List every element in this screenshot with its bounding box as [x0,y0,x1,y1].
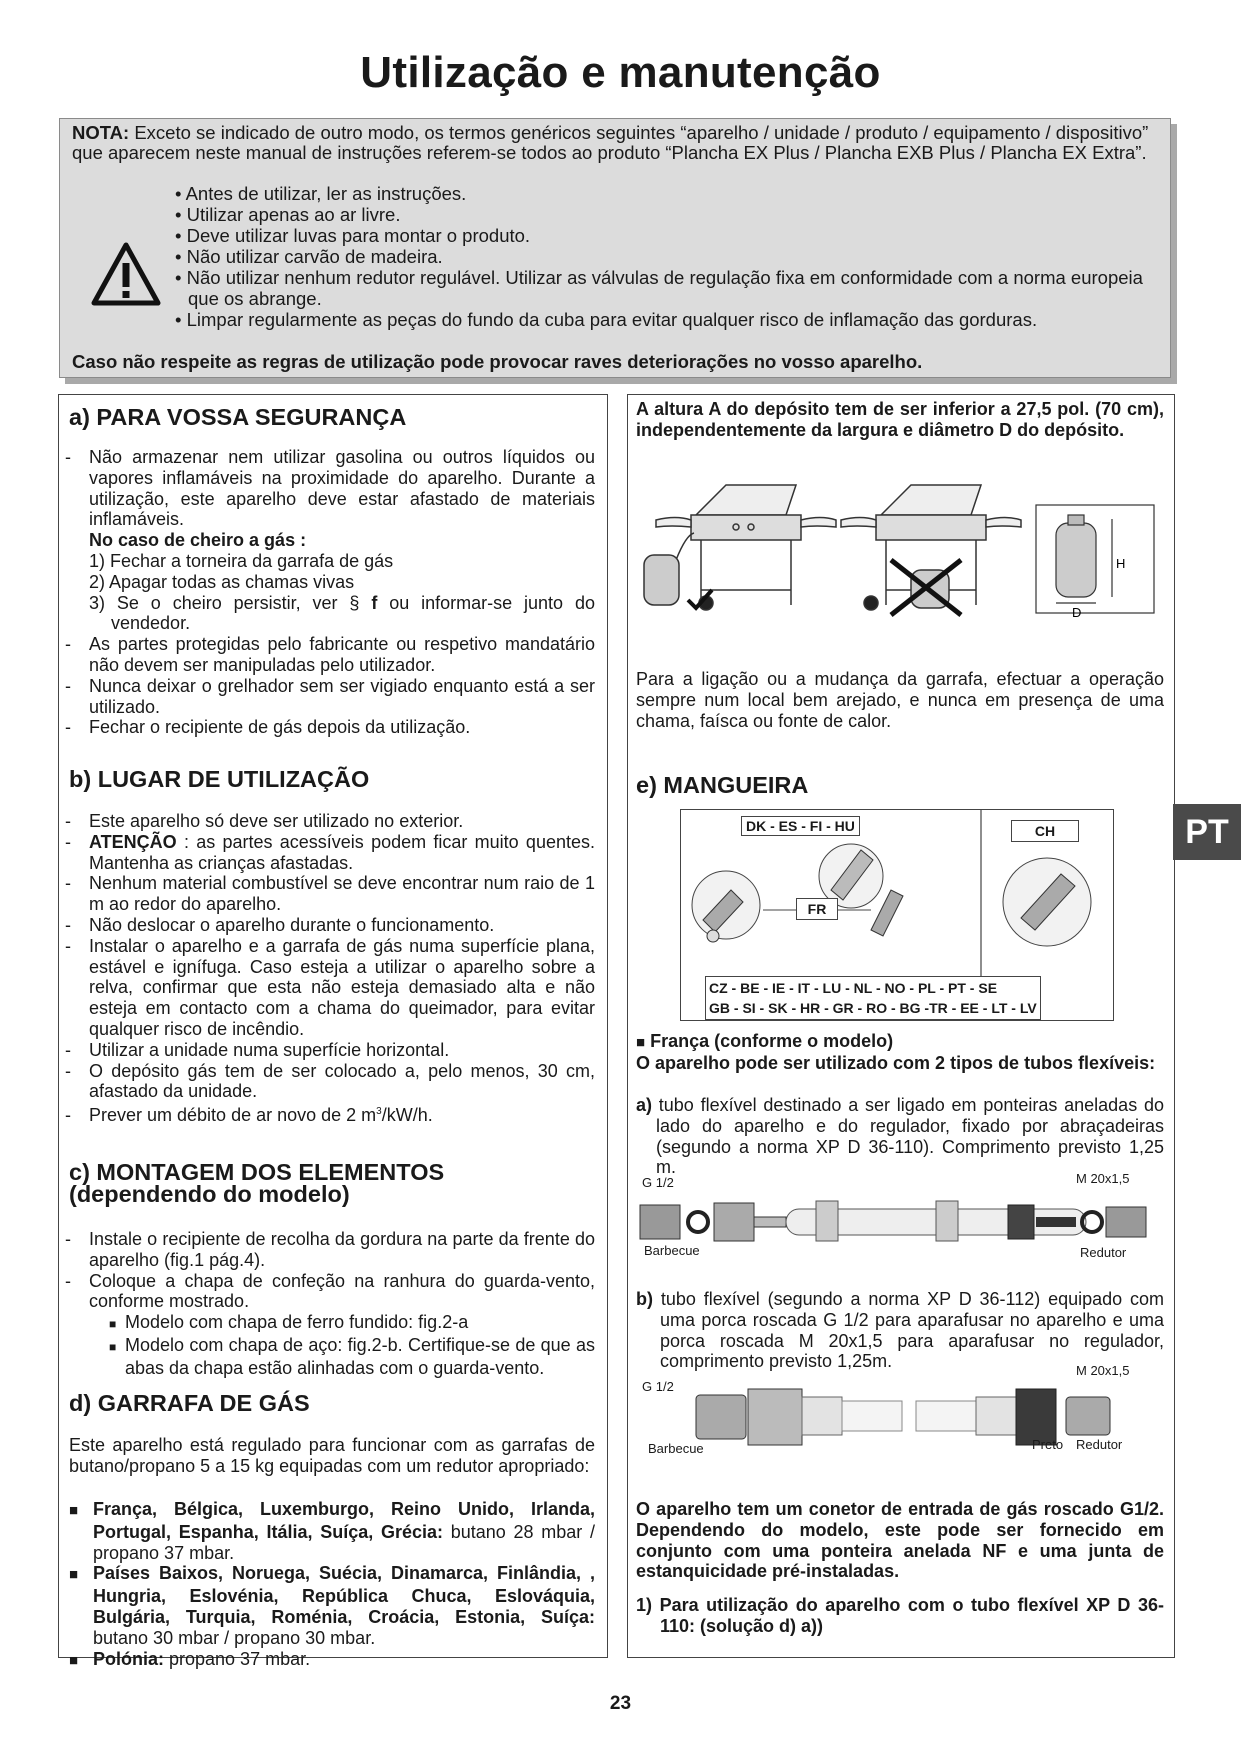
note-warning: Caso não respeite as regras de utilização pode provocar raves deteriorações no vosso aparelho. [72,351,923,372]
section-c-heading: c) MONTAGEM DOS ELEMENTOS (dependendo do modelo) [69,1159,445,1207]
section-b-heading: b) LUGAR DE UTILIZAÇÃO [69,766,370,792]
list-item: - Utilizar a unidade numa superfície horizontal. [65,1040,595,1061]
section-d-heading: d) GARRAFA DE GÁS [69,1390,310,1416]
france-subtitle: O aparelho pode ser utilizado com 2 tipos de tubos flexíveis: [636,1053,1156,1073]
note-bullets [175,183,1165,330]
note-bullet: • Limpar regularmente as peças do fundo da cuba para evitar qualquer risco de inflamação das gorduras. [175,309,1038,330]
label-redutor: Redutor [1076,1437,1123,1452]
list-item: - Nunca deixar o grelhador sem ser vigiado enquanto está a ser utilizado. [65,676,595,718]
note-bullet: • Antes de utilizar, ler as instruções. [175,183,467,204]
hose-a-figure [636,1171,1164,1265]
step: 3) Se o cheiro persistir, ver § f ou informar-se junto do vendedor. [89,592,595,634]
list-item: - Prever um débito de ar novo de 2 $m^3/kW/h$. [65,1102,595,1126]
country-group: ■ Países Baixos, Noruega, Suécia, Dinamarca, Finlândia, , Hungria, Eslovénia, República Chuca, Eslováquia, Bulgária, Turquia, Roménia, Croácia, Estonia, Suíça: butano 30 mbar / propano 30 mbar. [69,1563,595,1648]
list-item: - O depósito gás tem de ser colocado a, pelo menos, 30 cm, afastado da unidade. [65,1061,595,1103]
step: 1) Fechar a torneira da garrafa de gás [89,550,394,571]
left-column [58,394,608,1669]
label-preto: Preto [1032,1437,1064,1452]
warning-icon [90,241,162,307]
sub-item: ■ Modelo com chapa de ferro fundido: fig.2-a [89,1312,595,1335]
hose-type-b: b) tubo flexível (segundo a norma XP D 36-112) equipado com uma porca roscada G 1/2 para aparafusar no aparelho e uma porca roscada M 20x1,5 para aparafusar no regulador, comprimento previsto 1,25m. [636,1289,1164,1372]
sub-item: ■ Modelo com chapa de aço: fig.2-b. Certifique-se de que as abas da chapa estão alinhadas com o guarda-vento. [89,1335,595,1379]
note-box [59,118,1171,378]
list-item: - Não armazenar nem utilizar gasolina ou outros líquidos ou vapores inflamáveis na proximidade do aparelho. Durante a utilização, este aparelho deve estar afastado de materiais inflamáveis. No caso de cheiro a gás : 1) Fechar a torneira da garrafa de gás 2) Apagar todas as chamas vivas 3) Se o cheiro persistir, ver § f ou informar-se junto do vendedor. [65,447,595,634]
connector-note: O aparelho tem um conetor de entrada de gás roscado G1/2. Dependendo do modelo, este pode ser fornecido em conjunto com uma ponteira anelada NF e uma junta de estanquicidade pré-instaladas. [636,1499,1164,1582]
hose-b-figure [636,1363,1164,1459]
connection-note: Para a ligação ou a mudança da garrafa, efectuar a operação sempre num local bem arejado, e nunca em presença de uma chama, faísca ou fonte de calor. [636,669,1164,731]
list-item: - Fechar o recipiente de gás depois da utilização. [65,717,595,738]
page-number: 23 [609,1693,632,1714]
right-column [627,394,1175,1658]
hose-type-a: a) tubo flexível destinado a ser ligado em ponteiras aneladas do lado do aparelho e do regulador, fixado por abraçadeiras (segundo a norma XP D 36-110). Comprimento previsto 1,25 m. [636,1095,1164,1178]
list-item: - Instalar o aparelho e a garrafa de gás numa superfície plana, estável e ignífuga. Caso esteja a utilizar o aparelho sobre a relva, confirmar que esta não esteja demasiado alta e não esteja em contacto com a chama do queimador, para evitar qualquer risco de incêndio. [65,936,595,1040]
list-item: - Nenhum material combustível se deve encontrar num raio de 1 m ao redor do aparelho. [65,873,595,915]
country-group: ■ França, Bélgica, Luxemburgo, Reino Unido, Irlanda, Portugal, Espanha, Itália, Suíça, Grécia: butano 28 mbar / propano 37 mbar. [69,1499,595,1563]
country-group: ■ Polónia: propano 37 mbar. [69,1649,595,1672]
note-bullet: • Não utilizar carvão de madeira. [175,246,443,267]
list-item: - Coloque a chapa de confeção na ranhura do guarda-vento, conforme mostrado. ■ Modelo com chapa de ferro fundido: fig.2-a ■ Modelo com chapa de aço: fig.2-b. Certifique-se de que as abas da chapa estão alinhadas com o guarda-vento. [65,1271,595,1379]
list-item: - ATENÇÃO : as partes acessíveis podem ficar muito quentes. Mantenha as crianças afastadas. [65,832,595,874]
label-barbecue: Barbecue [644,1243,700,1258]
label-ch: CH [1011,820,1079,842]
france-title: ■ França (conforme o modelo) [636,1031,894,1051]
note-bullet: • Deve utilizar luvas para montar o produto. [175,225,531,246]
list-item: - Este aparelho só deve ser utilizado no exterior. [65,811,595,832]
label-d: D [1072,605,1082,620]
section-d-intro: Este aparelho está regulado para funcionar com as garrafas de butano/propano 5 a 15 kg equipadas com um redutor apropriado: [69,1435,595,1476]
label-m20: M 20x1,5 [1076,1363,1130,1378]
gas-smell-title: No caso de cheiro a gás : [89,530,307,551]
list-item: - Instale o recipiente de recolha da gordura na parte da frente do aparelho (fig.1 pág.4). [65,1229,595,1271]
label-redutor: Redutor [1080,1245,1127,1260]
label-m20: M 20x1,5 [1076,1171,1130,1186]
label-barbecue: Barbecue [648,1441,704,1456]
note-intro: NOTA: Exceto se indicado de outro modo, os termos genéricos seguintes “aparelho / unidade / produto / equipamento / dispositivo” que aparecem neste manual de instruções referem-se todos ao produto “Plancha EX Plus / Plancha EXB Plus / Plancha EX Extra”. [72,122,1149,163]
label-g12: G 1/2 [642,1175,674,1190]
label-h: H [1116,556,1126,571]
country-codes-label: CZ - BE - IE - IT - LU - NL - NO - PL - PT - SE GB - SI - SK - HR - GR - RO - BG -TR - EE - LT - LV [705,976,1041,1020]
gas-bottle-position-figure [636,475,1166,625]
language-tab: PT [1173,804,1241,860]
label-dk-es-fi-hu: DK - ES - FI - HU [741,816,860,836]
hose-connectors-figure [680,809,1114,1021]
list-item: - As partes protegidas pelo fabricante ou respetivo mandatário não devem ser manipuladas pelo utilizador. [65,634,595,676]
section-e-heading: e) MANGUEIRA [636,772,809,798]
page-title: Utilização e manutenção [360,48,881,97]
numbered-item: 1) Para utilização do aparelho com o tubo flexível XP D 36-110: (solução d) a)) [636,1595,1164,1636]
note-bullet: • Não utilizar nenhum redutor regulável. Utilizar as válvulas de regulação fixa em conformidade com a norma europeia que os abrange. [175,267,1143,309]
section-a-heading: a) PARA VOSSA SEGURANÇA [69,404,407,430]
note-bullet: • Utilizar apenas ao ar livre. [175,204,401,225]
tank-height-note: A altura A do depósito tem de ser inferior a 27,5 pol. (70 cm), independentemente da largura e diâmetro D do depósito. [636,399,1164,440]
label-fr: FR [796,898,838,920]
label-g12: G 1/2 [642,1379,674,1394]
step: 2) Apagar todas as chamas vivas [89,571,355,592]
list-item: - Não deslocar o aparelho durante o funcionamento. [65,915,595,936]
